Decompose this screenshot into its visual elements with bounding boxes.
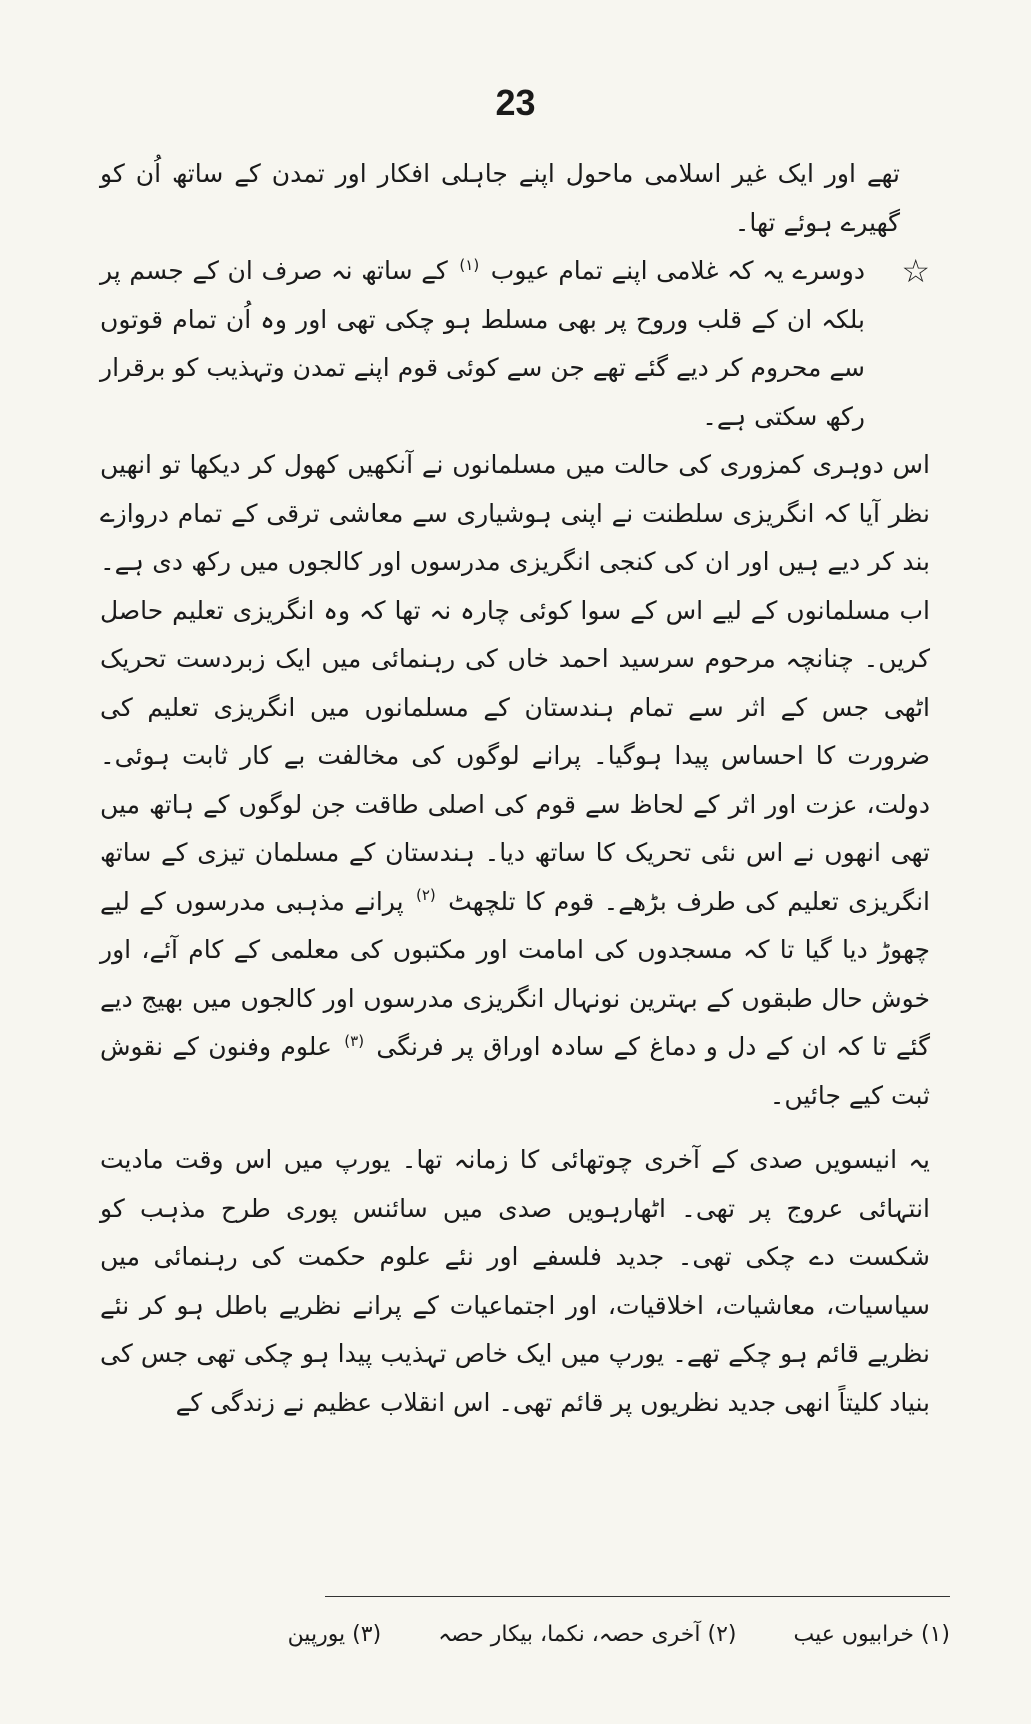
paragraph-3-text-a: اس دوہری کمزوری کی حالت میں مسلمانوں نے آنکھیں کھول کر دیکھا تو انھیں نظر آیا کہ انگریزی سلطنت نے اپنی ہوشیاری سے معاشی ترقی کے تمام دروازے بند کر دیے ہیں اور ان کی کنجی انگریزی مدرسوں اور کالجوں میں رکھ دی ہے۔ اب مسلمانوں کے لیے اس کے سوا کوئی چارہ نہ تھا کہ وہ انگریزی تعلیم حاصل کریں۔ چنانچہ مرحوم سرسید احمد خاں کی رہنمائی میں ایک زبردست تحریک اٹھی جس کے اثر سے تمام ہندستان کے مسلمانوں میں انگریزی تعلیم کی ضرورت کا احساس پیدا ہوگیا۔ پرانے لوگوں کی مخالفت بے کار ثابت ہوئی۔ دولت، عزت اور اثر کے لحاظ سے قوم کی اصلی طاقت جن لوگوں کے ہاتھ میں تھی انھوں نے اس نئی تحریک کا ساتھ دیا۔ ہندستان کے مسلمان تیزی کے ساتھ انگریزی تعلیم کی طرف بڑھے۔ قوم کا تلچھٹ — [100, 450, 930, 916]
paragraph-2-text-start: دوسرے یہ کہ غلامی اپنے تمام عیوب — [490, 256, 866, 285]
paragraph-4: یہ انیسویں صدی کے آخری چوتھائی کا زمانہ تھا۔ یورپ میں اس وقت مادیت انتہائی عروج پر تھی۔ اٹھارہویں صدی میں سائنس پوری طرح مذہب کو شکست دے چکی تھی۔ جدید فلسفے اور نئے علوم حکمت کی رہنمائی میں سیاسیات، معاشیات، اخلاقیات، اور اجتماعیات کے پرانے نظریے باطل ہو کر نئے نظریے قائم ہو چکے تھے۔ یورپ میں ایک خاص تہذیب پیدا ہو چکی تھی جس کی بنیاد کلیتاً انھی جدید نظریوں پر قائم تھی۔ اس انقلاب عظیم نے زندگی کے — [100, 1145, 930, 1417]
paragraph-1: تھے اور ایک غیر اسلامی ماحول اپنے جاہلی افکار اور تمدن کے ساتھ اُن کو گھیرے ہوئے تھا۔ — [100, 159, 900, 237]
footnotes — [287, 1618, 950, 1652]
body-text — [100, 150, 930, 1427]
paragraph-3 — [100, 441, 930, 1120]
footnote-ref-3: (۳) — [344, 1031, 365, 1050]
footnote-2: (۲) آخری حصہ، نکما، بیکار حصہ — [438, 1622, 737, 1647]
paragraph-2 — [100, 247, 930, 441]
footnote-ref-1: (۱) — [459, 255, 480, 274]
footnote-3: (۳) یورپین — [287, 1622, 382, 1647]
paragraph-2-text-end: کے ساتھ نہ صرف ان کے جسم پر بلکہ ان کے قلب وروح پر بھی مسلط ہو چکی تھی اور وہ اُن تمام قوتوں سے محروم کر دیے گئے تھے جن سے کوئی قوم اپنے تمدن وتہذیب کو برقرار رکھ سکتی ہے۔ — [100, 256, 865, 431]
footnote-divider — [325, 1596, 950, 1597]
star-bullet-icon: ☆ — [901, 252, 930, 290]
paragraph-3-text-c: علوم وفنون کے نقوش ثبت کیے جائیں۔ — [100, 1032, 930, 1110]
paragraph-3-text-b: پرانے مذہبی مدرسوں کے لیے چھوڑ دیا گیا تا کہ مسجدوں کی امامت اور مکتبوں کی معلمی کے کام آئے، اور خوش حال طبقوں کے بہترین نونہال انگریزی مدرسوں اور کالجوں میں بھیج دیے گئے تا کہ ان کے دل و دماغ کے سادہ اوراق پر فرنگی — [100, 886, 930, 1061]
footnote-1: (۱) خرابیوں عیب — [793, 1622, 950, 1647]
footnote-ref-2: (۲) — [415, 886, 436, 905]
paragraph-gap — [100, 1120, 930, 1136]
page-number: 23 — [495, 82, 536, 123]
